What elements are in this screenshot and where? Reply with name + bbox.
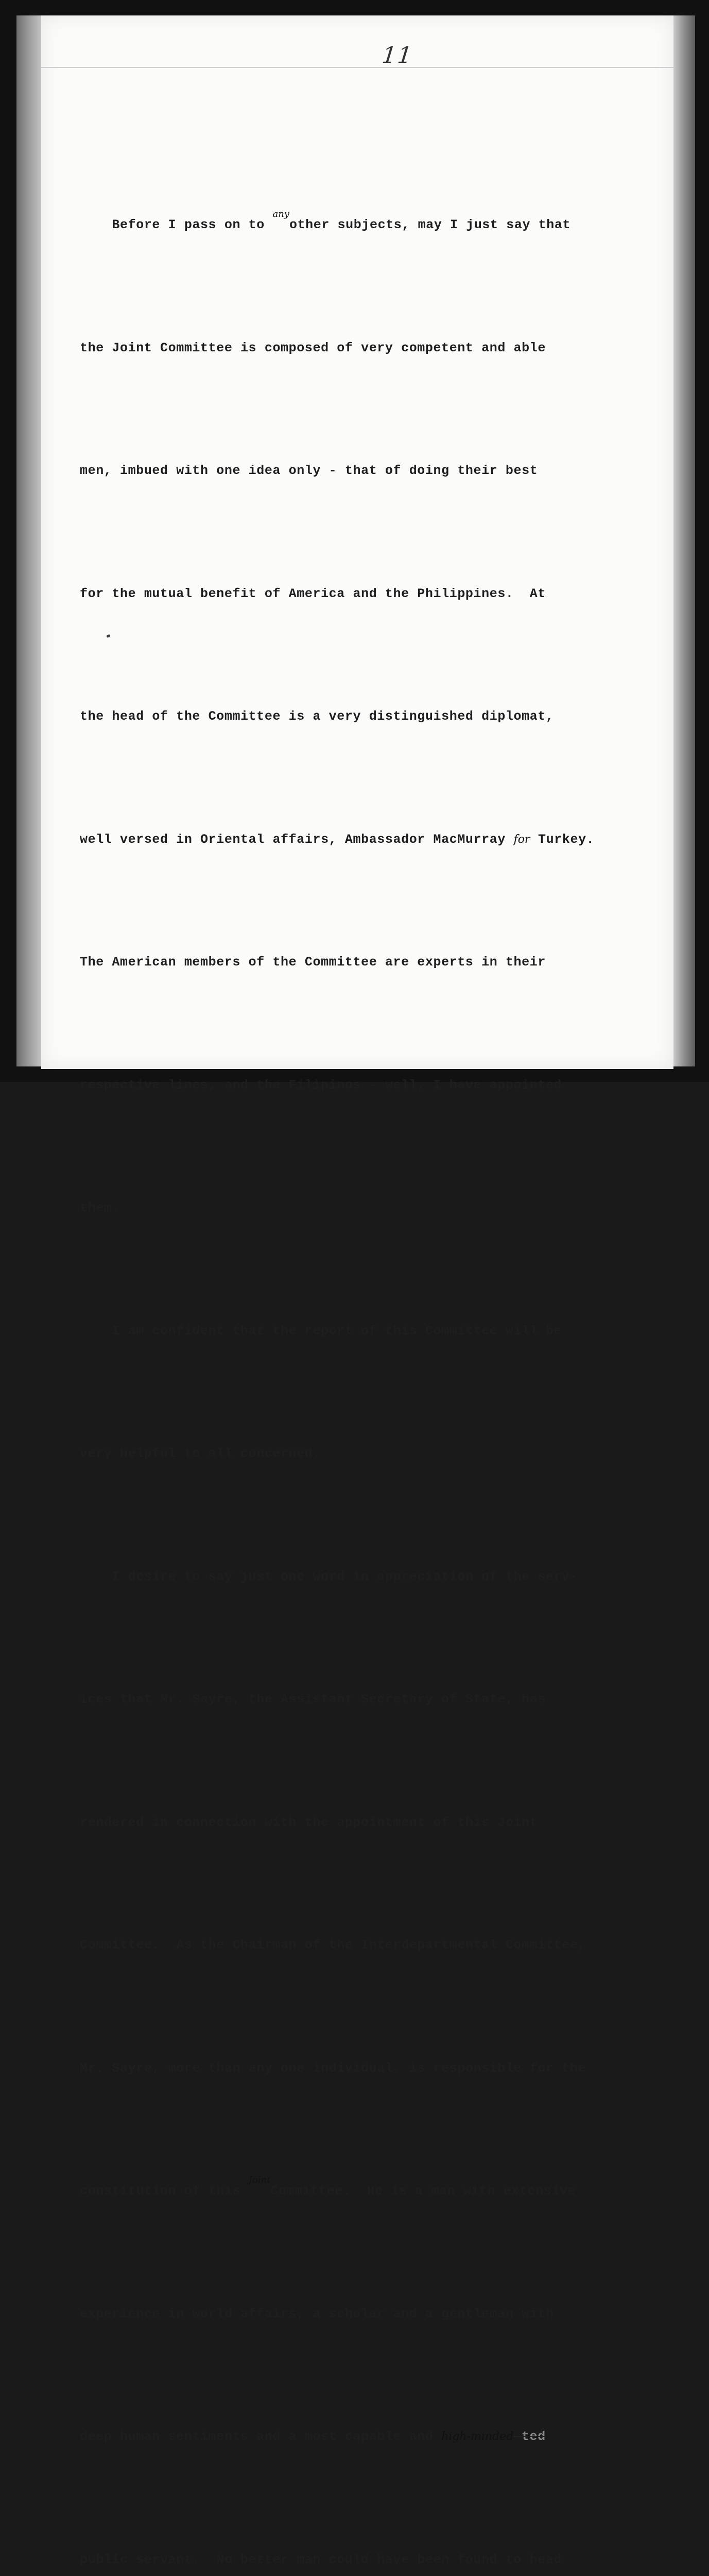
typed-letter-body: [80, 123, 636, 2576]
text-line: public servant. No better man could have been found to head: [80, 2539, 636, 2576]
text-line: rendered in connection with the appointment of this Joint: [80, 1802, 636, 1843]
text-line: [80, 2416, 636, 2458]
text-segment: well versed in Oriental affairs, Ambassador MacMurray: [80, 832, 514, 847]
text-segment: deep human sentiments and a most capable and: [80, 2429, 441, 2444]
text-line: men, imbued with one idea only - that of doing their best: [80, 450, 636, 492]
handwritten-insertion: any: [272, 209, 289, 219]
text-line: for the mutual benefit of America and the Philippines. At: [80, 573, 636, 615]
text-line: Mr. Sayre, more than any one individual, is responsible for the: [80, 2048, 636, 2089]
scan-edge-left: [16, 15, 43, 1066]
text-line: [80, 819, 636, 860]
text-segment: Before I pass on to: [80, 217, 272, 232]
text-segment: constitution of this: [80, 2183, 249, 2198]
handwritten-insertion: high-minded: [441, 2430, 513, 2443]
text-segment: other subjects, may I just say that: [289, 217, 570, 232]
text-line: ices that Mr. Sayre, the Assistant Secretary of State, has: [80, 1679, 636, 1720]
struck-text: ted: [513, 2429, 545, 2444]
text-line: [80, 205, 636, 246]
text-line: the head of the Committee is a very distinguished diplomat,: [80, 696, 636, 737]
text-line: very helpful to all concerned.: [80, 1433, 636, 1475]
scanned-page: [0, 0, 709, 1082]
top-rule: [41, 67, 673, 68]
text-line: experience in world affairs, a scholar and a gentleman with: [80, 2294, 636, 2335]
text-line: them.: [80, 1188, 636, 1229]
scan-edge-right: [672, 15, 695, 1066]
page-number: 11: [381, 42, 414, 69]
text-segment: Committee. He is a man with extensive: [270, 2183, 576, 2198]
text-line: [80, 2171, 636, 2212]
handwritten-insertion: Joint: [249, 2175, 271, 2185]
text-line: I desire to say just one word in appreciation of the serv-: [80, 1556, 636, 1598]
text-line: Committee. As the Chairman of the Interdepartmental Committee,: [80, 1925, 636, 1966]
text-line: I am confident that the report of this Committee will be: [80, 1311, 636, 1352]
text-line: The American members of the Committee are experts in their: [80, 942, 636, 983]
text-line: the Joint Committee is composed of very competent and able: [80, 328, 636, 369]
text-line: respective lines, and the Filipinos - well, I have appointed: [80, 1065, 636, 1106]
text-segment: Turkey.: [530, 832, 594, 847]
handwritten-insertion: for: [514, 833, 530, 846]
